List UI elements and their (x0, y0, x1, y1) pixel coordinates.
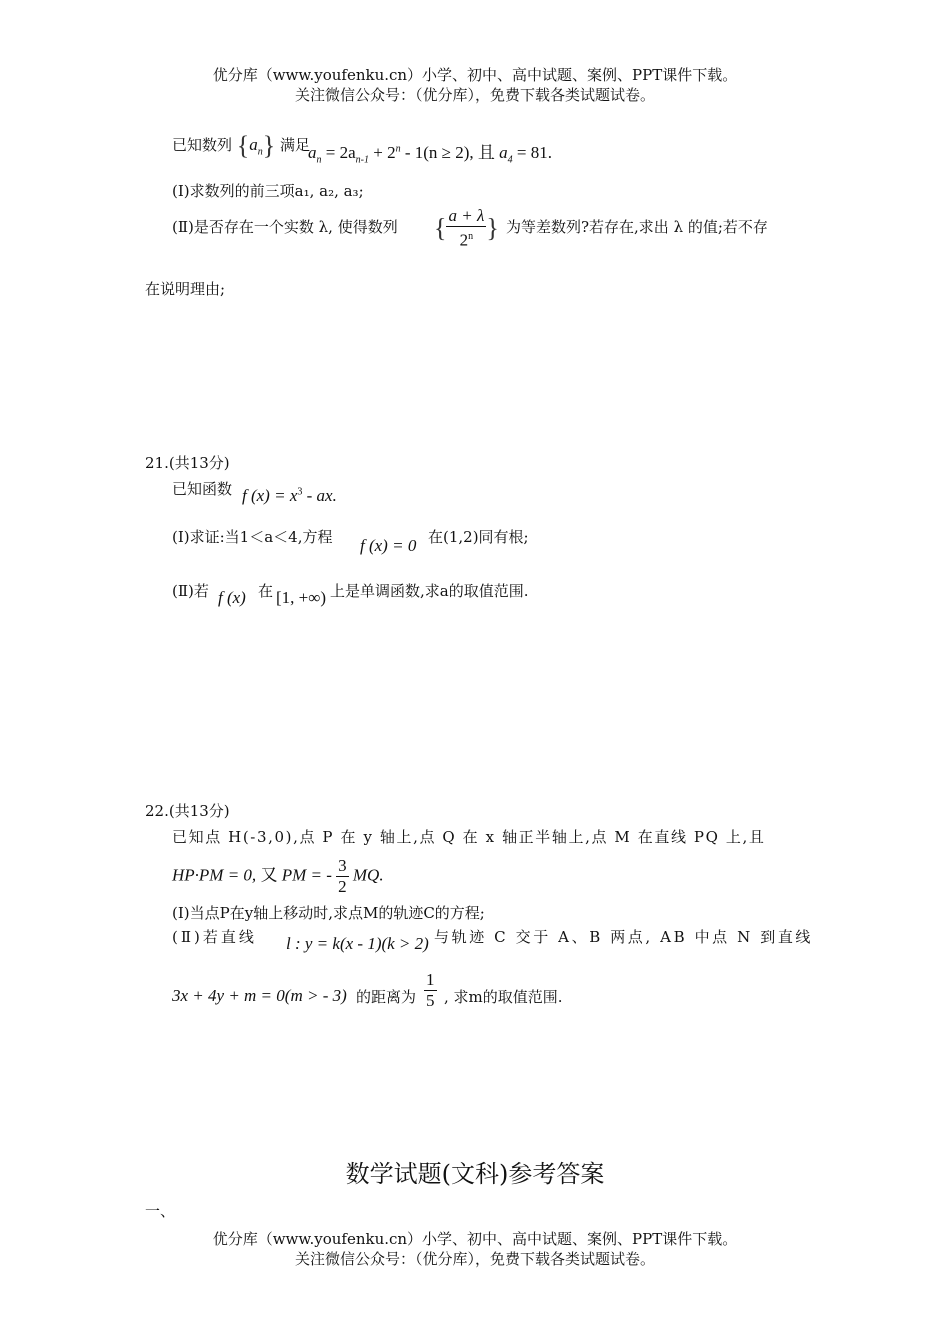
q20-given-prefix: 已知数列 (172, 135, 233, 154)
q20-given-mid: 满足 (280, 135, 311, 154)
q21-part2-b: 在 (258, 582, 274, 600)
q20-and: 且 (477, 143, 495, 162)
q20-part2-c: 在说明理由; (145, 280, 226, 298)
q22-distance-fraction: $\frac{1}{5}$ (426, 970, 435, 1010)
q22-part2-c: 的距离为 (356, 988, 417, 1006)
q21-title: 21.(共13分) (145, 454, 230, 472)
q22-and: 又 (260, 865, 278, 885)
q22-part2-b: 与轨迹 C 交于 A、B 两点, AB 中点 N 到直线 (434, 928, 814, 946)
answers-section-1: 一、 (145, 1202, 176, 1220)
footer-line-1: 优分库（www.youfenku.cn）小学、初中、高中试题、案例、PPT课件下载。 (212, 1230, 738, 1248)
q22-part2-d: , 求m的取值范围. (444, 988, 563, 1006)
q20-fraction: { $\frac{a + \lambda}{2^n}$ } (434, 206, 499, 250)
q22-vector-equation: HP·PM = 0, 又 PM = - $\frac{3}{2}$ MQ. (172, 856, 384, 896)
q22-part2-a: (Ⅱ)若直线 (172, 928, 257, 946)
footer-line-2: 关注微信公众号：（优分库），免费下载各类试题试卷。 (294, 1250, 655, 1268)
q21-part2-fx: f (x) (218, 588, 246, 607)
q22-distance-line: 3x + 4y + m = 0(m > - 3) (172, 986, 347, 1005)
q20-part2-b: 为等差数列?若存在,求出 λ 的值;若不存 (506, 218, 768, 236)
q20-recurrence: $a_n = 2a_{n-1} + 2^n - 1(n \ge 2)$, 且 $a_4 = 81$. (308, 143, 552, 166)
q20-sequence-symbol: $\{a_n\}$ (236, 131, 276, 160)
q21-part1-a: (Ⅰ)求证:当1＜a＜4,方程 (172, 528, 333, 546)
q21-part2-interval: [1, +∞) (276, 588, 327, 607)
answers-title: 数学试题(文科)参考答案 (345, 1160, 605, 1188)
q22-title: 22.(共13分) (145, 802, 230, 820)
q21-part1-equation: f (x) = 0 (360, 536, 417, 555)
q22-line1: 已知点 H(-3,0),点 P 在 y 轴上,点 Q 在 x 轴正半轴上,点 M 在直线 PQ 上,且 (172, 828, 766, 846)
header-line-1: 优分库（www.youfenku.cn）小学、初中、高中试题、案例、PPT课件下载。 (212, 66, 738, 84)
q21-part2-a: (Ⅱ)若 (172, 582, 209, 600)
q22-part1: (Ⅰ)当点P在y轴上移动时,求点M的轨迹C的方程; (172, 904, 485, 922)
q21-function: f $(x) = x^3$ - ax. (242, 486, 337, 505)
q20-part1: (Ⅰ)求数列的前三项a₁, a₂, a₃; (172, 182, 364, 200)
header-line-2: 关注微信公众号：（优分库），免费下载各类试题试卷。 (294, 86, 655, 104)
q22-line-equation: l : y = k(x - 1)(k > 2) (286, 934, 429, 953)
q21-given-prefix: 已知函数 (172, 480, 233, 498)
q20-given (172, 131, 310, 161)
q21-part2-c: 上是单调函数,求a的取值范围. (330, 582, 529, 600)
q20-part2-a: (Ⅱ)是否存在一个实数 λ, 使得数列 (172, 218, 398, 236)
q21-part1-b: 在(1,2)同有根; (428, 528, 529, 546)
